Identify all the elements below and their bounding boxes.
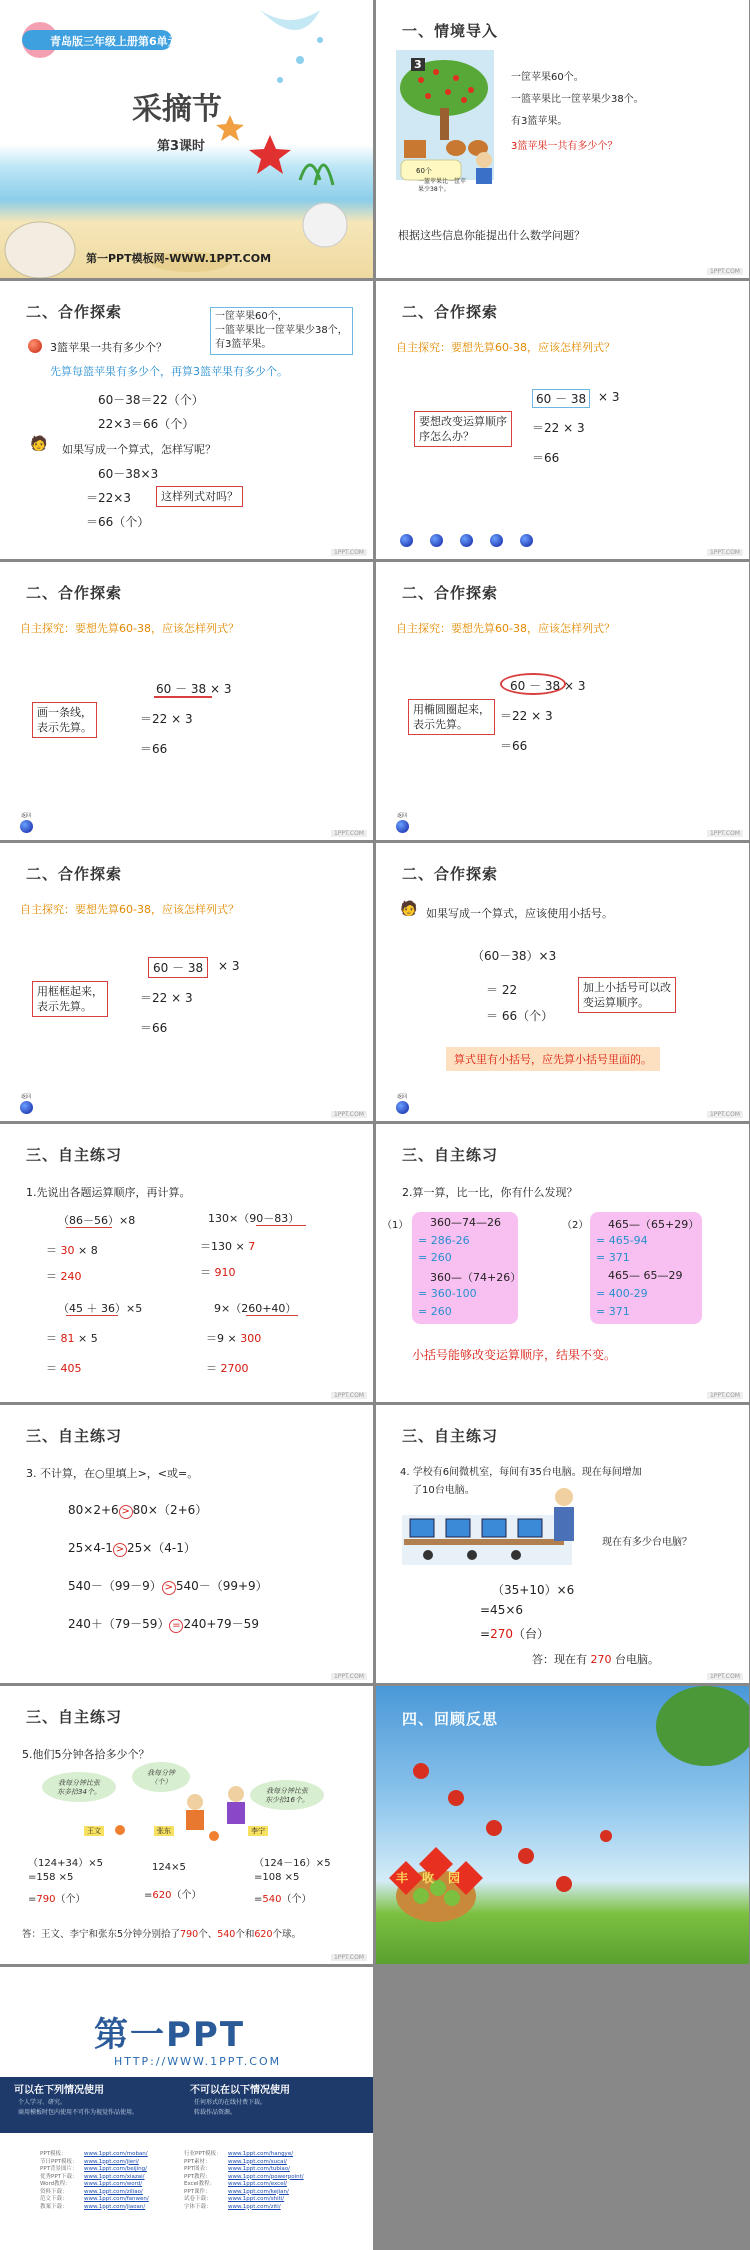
link-label: PPT素材： <box>184 2158 211 2165</box>
ans-c: 540 <box>217 1929 236 1940</box>
link-row <box>40 2189 360 2197</box>
page-tag: 1PPT.COM <box>331 1673 367 1680</box>
name-3: 李宁 <box>248 1826 268 1836</box>
eq-3: ＝66 <box>140 742 168 756</box>
boy-icon: 🧑 <box>400 901 418 917</box>
forbidden-heading: 不可以在以下情况使用 <box>190 2085 290 2096</box>
r2: = 465-94 <box>596 1234 648 1247</box>
eq-1-tail: × 3 <box>598 390 620 404</box>
link[interactable]: www.1ppt.com/shiti/ <box>228 2196 285 2202</box>
slide-heading: 三、自主练习 <box>26 1146 123 1164</box>
callout-2: 表示先算。 <box>413 718 468 731</box>
l5: = 360-100 <box>418 1287 477 1300</box>
r4: 465— 65—29 <box>608 1269 683 1282</box>
eq-1: 60－38＝22（个） <box>98 393 204 407</box>
eq-rest: × 5 <box>78 1332 98 1345</box>
callout-1: 用椭圆圈起来， <box>413 703 490 716</box>
b-underline <box>256 1225 306 1226</box>
link-row <box>40 2151 360 2159</box>
slide-practice-4 <box>376 1405 749 1683</box>
slide-intro <box>376 0 749 278</box>
bubble-2a: 我每分钟 <box>147 1769 175 1777</box>
compare-circle[interactable]: > <box>119 1505 133 1519</box>
info-line-3: 有3篮苹果。 <box>511 116 568 127</box>
right-expr: 80×（2+6） <box>132 1503 208 1517</box>
slide-heading: 三、自主练习 <box>402 1427 499 1445</box>
underline-mark <box>154 696 212 698</box>
link-label: PPT课件： <box>184 2188 211 2195</box>
prompt: 自主探究：要想先算60-38，应该怎样列式？ <box>20 903 239 916</box>
nav-button[interactable] <box>520 534 533 547</box>
link[interactable]: www.1ppt.com/ziliao/ <box>84 2188 143 2195</box>
result: 81 <box>60 1332 75 1345</box>
callout-2: 序怎么办？ <box>419 430 474 443</box>
c-2: =108 ×5 <box>254 1872 300 1883</box>
link[interactable]: www.1ppt.com/xiazai/ <box>84 2173 145 2180</box>
callout-2: 表示先算。 <box>37 721 92 734</box>
ans-value: 270 <box>590 1653 612 1666</box>
eq-sign: = <box>28 1894 37 1905</box>
slide-heading: 三、自主练习 <box>26 1708 123 1726</box>
eq-sign: ＝ <box>206 1362 217 1375</box>
eq-rest: ＝9 × <box>206 1332 237 1345</box>
ans-e: 620 <box>254 1929 273 1940</box>
ans-1: 答：现在有 <box>532 1653 587 1666</box>
info-line-1: 一筐苹果60个。 <box>511 72 584 83</box>
a-2: =158 ×5 <box>28 1872 74 1883</box>
question-3: 现在有多少台电脑？ <box>602 1537 692 1548</box>
c-3 <box>254 1890 311 1905</box>
bubble-3b: 东少拾16个。 <box>265 1796 309 1804</box>
callout-box <box>578 977 676 1013</box>
slide-explore-2 <box>376 281 749 559</box>
callout-1: 画一条线， <box>37 706 92 719</box>
back-button[interactable] <box>396 1101 409 1114</box>
link[interactable]: www.1ppt.com/moban/ <box>84 2151 148 2157</box>
eq-3 <box>480 1625 549 1642</box>
page-tag: 1PPT.COM <box>707 268 743 275</box>
d-line-1: 9×（260+40） <box>214 1302 297 1315</box>
eq-3: 60－38×3 <box>98 467 159 481</box>
ans-b: 个、 <box>198 1929 218 1940</box>
back-label: 返回 <box>397 813 408 819</box>
c-line-1: （45 ＋ 36）×5 <box>58 1302 143 1315</box>
eq-3: ＝66 <box>532 451 560 465</box>
link-row <box>40 2159 360 2167</box>
label-1: （1） <box>382 1220 409 1231</box>
eq-sign: = <box>480 1627 491 1641</box>
hint-3: 有3篮苹果。 <box>215 339 272 350</box>
conclusion: 小括号能够改变运算顺序，结果不变。 <box>412 1348 617 1362</box>
ans-2: 台电脑。 <box>615 1653 659 1666</box>
unit: （个） <box>281 1894 312 1905</box>
link[interactable]: www.1ppt.com/sucai/ <box>228 2158 287 2165</box>
allowed-1: 个人学习、研究。 <box>18 2099 67 2106</box>
unit: （台） <box>512 1627 549 1641</box>
harvest-sign: 丰收园 <box>396 1871 475 1885</box>
eq-3: ＝66 <box>140 1021 168 1035</box>
prompt: 自主探究：要想先算60-38，应该怎样列式？ <box>20 622 239 635</box>
slide-explore-ellipse <box>376 562 749 840</box>
ans-a: 790 <box>180 1929 199 1940</box>
l4: 360—（74+26） <box>430 1271 522 1284</box>
b-line-1: 130×（90－83） <box>208 1212 300 1225</box>
slide-practice-1 <box>0 1124 373 1402</box>
hint-1: 一筐苹果60个， <box>215 311 288 322</box>
question-1: 4. 学校有6间微机室，每间有35台电脑。现在每间增加 <box>400 1467 642 1478</box>
back-label: 返回 <box>397 1094 408 1100</box>
eq-2: ＝ 22 <box>486 983 518 997</box>
page-tag: 1PPT.COM <box>707 549 743 556</box>
ans-1: 答：王文、李宁和张东5分钟分别拾了 <box>22 1929 181 1940</box>
eq-4: ＝22×3 <box>86 491 131 505</box>
slide-explore-box <box>0 843 373 1121</box>
page-tag: 1PPT.COM <box>331 549 367 556</box>
link-label: 试卷下载： <box>184 2196 212 2202</box>
row-4 <box>68 1615 259 1633</box>
question: 3篮苹果一共有多少个？ <box>50 341 167 354</box>
children-illustration <box>0 1686 373 1964</box>
link-label: Excel教程： <box>184 2181 216 2187</box>
slide-practice-2 <box>376 1124 749 1402</box>
r3: = 371 <box>596 1251 630 1264</box>
eq-1: 60 － 38 × 3 <box>156 682 232 696</box>
forbidden-1: 任何形式的在线付费下载。 <box>194 2099 267 2106</box>
callout-1: 加上小括号可以改 <box>583 981 671 994</box>
link-label: 范文下载： <box>40 2196 68 2202</box>
compare-circle[interactable]: > <box>162 1581 176 1595</box>
c-1: （124－16）×5 <box>254 1858 331 1869</box>
nav-button[interactable] <box>400 534 413 547</box>
result: 790 <box>36 1894 56 1905</box>
link[interactable]: www.1ppt.com/jiaoan/ <box>84 2203 146 2210</box>
result: 270 <box>490 1627 513 1641</box>
result: 540 <box>262 1894 282 1905</box>
result: 620 <box>152 1890 172 1901</box>
slide-license <box>0 1967 373 2250</box>
a-line-3 <box>46 1268 82 1284</box>
slide-review <box>376 1686 749 1964</box>
page-tag: 1PPT.COM <box>707 1111 743 1118</box>
left-expr: 80×2+6 <box>68 1503 119 1517</box>
eq-sign: ＝ <box>46 1244 57 1257</box>
slide-heading: 二、合作探索 <box>402 584 499 602</box>
eq-rest: ＝130 × <box>200 1240 245 1253</box>
callout-box <box>32 702 97 738</box>
bubble-3a: 我每分钟比张 <box>266 1787 308 1795</box>
d-underline <box>246 1315 298 1316</box>
callout-1: 用框框起来， <box>37 985 103 998</box>
eq-2: ＝22 × 3 <box>140 991 193 1005</box>
slide-heading: 一、情境导入 <box>402 22 499 40</box>
eq-sign: = <box>254 1894 263 1905</box>
cover-subtitle: 第3课时 <box>157 139 206 154</box>
a-1: （124+34）×5 <box>28 1858 103 1869</box>
ans-d: 个和 <box>235 1929 255 1940</box>
prompt: 自主探究：要想先算60-38，应该怎样列式？ <box>396 341 615 354</box>
d-line-3 <box>206 1360 249 1376</box>
b-line-2 <box>200 1238 255 1254</box>
question: 5.他们5分钟各拾多少个？ <box>22 1748 150 1761</box>
link-label: 教案下载： <box>40 2203 68 2210</box>
result: 910 <box>214 1266 236 1279</box>
link-label: PPT背景图片： <box>40 2166 78 2172</box>
question-2: 了10台电脑。 <box>412 1485 475 1496</box>
link-label: Word教程： <box>40 2181 71 2187</box>
bubble-2b: （个） <box>150 1778 172 1786</box>
result: 405 <box>60 1362 82 1375</box>
question-2: 如果写成一个算式，怎样写呢？ <box>62 443 216 456</box>
callout-2: 表示先算。 <box>37 1000 92 1013</box>
slide-heading: 二、合作探索 <box>26 584 123 602</box>
back-label: 返回 <box>21 813 32 819</box>
brand-url: HTTP://WWW.1PPT.COM <box>114 2055 282 2068</box>
a-underline <box>66 1227 112 1228</box>
d-line-2 <box>206 1330 261 1346</box>
slide-heading: 二、合作探索 <box>402 865 499 883</box>
answer <box>22 1926 301 1940</box>
number-badge: 3 <box>411 58 425 71</box>
name-2: 张东 <box>154 1826 174 1836</box>
eq-boxed: 60 － 38 <box>532 389 590 408</box>
boy-icon: 🧑 <box>30 436 48 452</box>
slide-heading: 三、自主练习 <box>402 1146 499 1164</box>
compare-circle[interactable]: > <box>113 1543 127 1557</box>
forbidden-2: 转载作品资源。 <box>194 2109 237 2116</box>
eq-1: （35+10）×6 <box>492 1583 575 1597</box>
link[interactable]: www.1ppt.com/jieri/ <box>84 2158 139 2165</box>
allowed-heading: 可以在下列情况使用 <box>14 2085 104 2096</box>
a-line-1: （86－56）×8 <box>58 1214 136 1227</box>
result: 7 <box>248 1240 256 1253</box>
brand-logo: 第一PPT <box>94 2015 246 2055</box>
eq-3: ＝66 <box>500 739 528 753</box>
ans-f: 个球。 <box>272 1929 302 1940</box>
eq-2: ＝22 × 3 <box>140 712 193 726</box>
back-label: 返回 <box>21 1094 32 1100</box>
back-button[interactable] <box>20 820 33 833</box>
name-1: 王文 <box>84 1826 104 1836</box>
eq-sign: ＝ <box>46 1270 57 1283</box>
right-expr: 25×（4-1） <box>126 1541 196 1555</box>
link-row <box>40 2174 360 2182</box>
cover-title: 采摘节 <box>132 92 222 127</box>
r1: 465—（65+29） <box>608 1218 700 1231</box>
link[interactable]: www.1ppt.com/excel/ <box>228 2181 287 2187</box>
left-expr: 240＋（79－59） <box>68 1617 170 1631</box>
back-button[interactable] <box>20 1101 33 1114</box>
cover-footer: 第一PPT模板网-WWW.1PPT.COM <box>86 252 272 265</box>
result: 30 <box>60 1244 75 1257</box>
question: 3篮苹果一共有多少个？ <box>511 141 618 152</box>
r6: = 371 <box>596 1305 630 1318</box>
tag-60: 60个 <box>416 167 432 175</box>
nav-button[interactable] <box>430 534 443 547</box>
c-line-3 <box>46 1360 82 1376</box>
slide-heading: 四、回顾反思 <box>402 1710 499 1728</box>
link-label: 字体下载： <box>184 2203 212 2210</box>
eq-rest: × 8 <box>78 1244 98 1257</box>
slide-cover <box>0 0 373 278</box>
slide-explore-line <box>0 562 373 840</box>
link-list <box>40 2151 360 2211</box>
l3: = 260 <box>418 1251 452 1264</box>
l6: = 260 <box>418 1305 452 1318</box>
bottom-prompt: 根据这些信息你能提出什么数学问题？ <box>398 229 585 242</box>
link-label: 行业PPT模板： <box>184 2151 222 2157</box>
eq-sign: ＝ <box>200 1266 211 1279</box>
page-tag: 1PPT.COM <box>707 830 743 837</box>
link-label: 资料下载： <box>40 2188 68 2195</box>
row-2 <box>68 1539 196 1557</box>
eq-1-tail: × 3 <box>218 959 240 973</box>
slide-heading: 二、合作探索 <box>402 303 499 321</box>
eq-1: （60－38）×3 <box>472 949 557 963</box>
row-1 <box>68 1501 207 1519</box>
r5: = 400-29 <box>596 1287 648 1300</box>
compare-circle[interactable]: = <box>169 1619 183 1633</box>
rule-note: 算式里有小括号，应先算小括号里面的。 <box>446 1047 660 1071</box>
link[interactable]: www.1ppt.com/word/ <box>84 2181 143 2187</box>
eq-5: ＝66（个） <box>86 515 150 529</box>
link-label: PPT教程： <box>184 2173 211 2180</box>
page-tag: 1PPT.COM <box>331 1954 367 1961</box>
c-line-2 <box>46 1330 98 1346</box>
link-row <box>40 2166 360 2174</box>
eq-2: 22×3＝66（个） <box>98 417 195 431</box>
callout-2: 变运算顺序。 <box>583 996 649 1009</box>
right-expr: 540－（99+9） <box>175 1579 268 1593</box>
bubble-text: 一篮苹果比一筐苹果少38个。 <box>418 178 467 193</box>
hint-box <box>210 307 353 355</box>
link-label: 节日PPT模板： <box>40 2158 78 2165</box>
hint-2: 一篮苹果比一筐苹果少38个， <box>215 325 348 336</box>
slide-parentheses <box>376 843 749 1121</box>
prompt: 自主探究：要想先算60-38，应该怎样列式？ <box>396 622 615 635</box>
left-expr: 25×4-1 <box>68 1541 113 1555</box>
left-expr: 540－（99－9） <box>68 1579 162 1593</box>
link[interactable]: www.1ppt.com/ziti/ <box>228 2203 281 2210</box>
link[interactable]: www.1ppt.com/tubiao/ <box>228 2166 290 2172</box>
link[interactable]: www.1ppt.com/hangye/ <box>228 2151 294 2157</box>
nav-button[interactable] <box>460 534 473 547</box>
a-line-2 <box>46 1242 98 1258</box>
label-2: （2） <box>562 1220 589 1231</box>
bubble-1b: 东多拾34个。 <box>57 1788 101 1796</box>
l2: = 286-26 <box>418 1234 470 1247</box>
link-row <box>40 2181 360 2189</box>
b-line-3 <box>200 1264 236 1280</box>
nav-button[interactable] <box>490 534 503 547</box>
back-button[interactable] <box>396 820 409 833</box>
page-tag: 1PPT.COM <box>331 1392 367 1399</box>
eq-boxed: 60 － 38 <box>148 957 208 978</box>
slide-practice-3 <box>0 1405 373 1683</box>
callout-box <box>408 699 495 735</box>
l1: 360—74—26 <box>430 1216 501 1229</box>
eq-1: 60 － 38 × 3 <box>510 679 586 693</box>
link[interactable]: www.1ppt.com/kejian/ <box>228 2188 289 2195</box>
link[interactable]: www.1ppt.com/powerpoint/ <box>228 2173 304 2180</box>
b-2 <box>144 1886 201 1901</box>
question: 1.先说出各题运算顺序，再计算。 <box>26 1186 191 1199</box>
link-row <box>40 2196 360 2204</box>
page-tag: 1PPT.COM <box>331 830 367 837</box>
eq-sign: = <box>144 1890 153 1901</box>
callout-box <box>32 981 108 1017</box>
blue-hint: 先算每篮苹果有多少个，再算3篮苹果有多少个。 <box>50 365 288 378</box>
link-row <box>40 2204 360 2212</box>
answer <box>532 1651 659 1667</box>
result: 240 <box>60 1270 82 1283</box>
b-1: 124×5 <box>152 1862 186 1873</box>
slide-practice-5 <box>0 1686 373 1964</box>
info-line-2: 一篮苹果比一筐苹果少38个。 <box>511 94 644 105</box>
computer-room-illustration <box>376 1405 749 1683</box>
page-tag: 1PPT.COM <box>707 1673 743 1680</box>
slide-heading: 二、合作探索 <box>26 865 123 883</box>
callout-box: 这样列式对吗？ <box>156 486 243 507</box>
cover-badge: 青岛版三年级上册第6单元 <box>50 35 179 48</box>
link[interactable]: www.1ppt.com/beijing/ <box>84 2166 148 2172</box>
eq-2: =45×6 <box>480 1603 524 1617</box>
slide-heading: 二、合作探索 <box>26 303 123 321</box>
result: 2700 <box>220 1362 249 1375</box>
question: 3. 不计算，在○里填上>，<或=。 <box>26 1467 199 1480</box>
eq-3: ＝ 66（个） <box>486 1009 554 1023</box>
callout-box <box>414 411 512 447</box>
eq-2: ＝22 × 3 <box>532 421 585 435</box>
eq-sign: ＝ <box>46 1362 57 1375</box>
c-underline <box>66 1315 118 1316</box>
allowed-2: 商用模板时包内使用不可作为视觉作品使用。 <box>18 2109 139 2116</box>
link-label: 优秀PPT下载： <box>40 2173 78 2180</box>
page-tag: 1PPT.COM <box>707 1392 743 1399</box>
link-label: PPT图表： <box>184 2166 211 2172</box>
a-3 <box>28 1890 85 1905</box>
bubble-1a: 我每分钟比张 <box>58 1779 100 1787</box>
link-label: PPT模板： <box>40 2151 67 2157</box>
slide-explore-1 <box>0 281 373 559</box>
callout-1: 要想改变运算顺序 <box>419 415 507 428</box>
eq-2: ＝22 × 3 <box>500 709 553 723</box>
link[interactable]: www.1ppt.com/fanwen/ <box>84 2196 149 2202</box>
question: 2.算一算，比一比，你有什么发现？ <box>402 1186 578 1199</box>
apple-icon <box>28 339 42 353</box>
page-tag: 1PPT.COM <box>331 1111 367 1118</box>
unit: （个） <box>55 1894 86 1905</box>
row-3 <box>68 1577 268 1595</box>
eq-sign: ＝ <box>46 1332 57 1345</box>
unit: （个） <box>171 1890 202 1901</box>
right-expr: 240+79－59 <box>183 1617 259 1631</box>
question: 如果写成一个算式，应该使用小括号。 <box>426 907 613 920</box>
slide-heading: 三、自主练习 <box>26 1427 123 1445</box>
result: 300 <box>240 1332 262 1345</box>
